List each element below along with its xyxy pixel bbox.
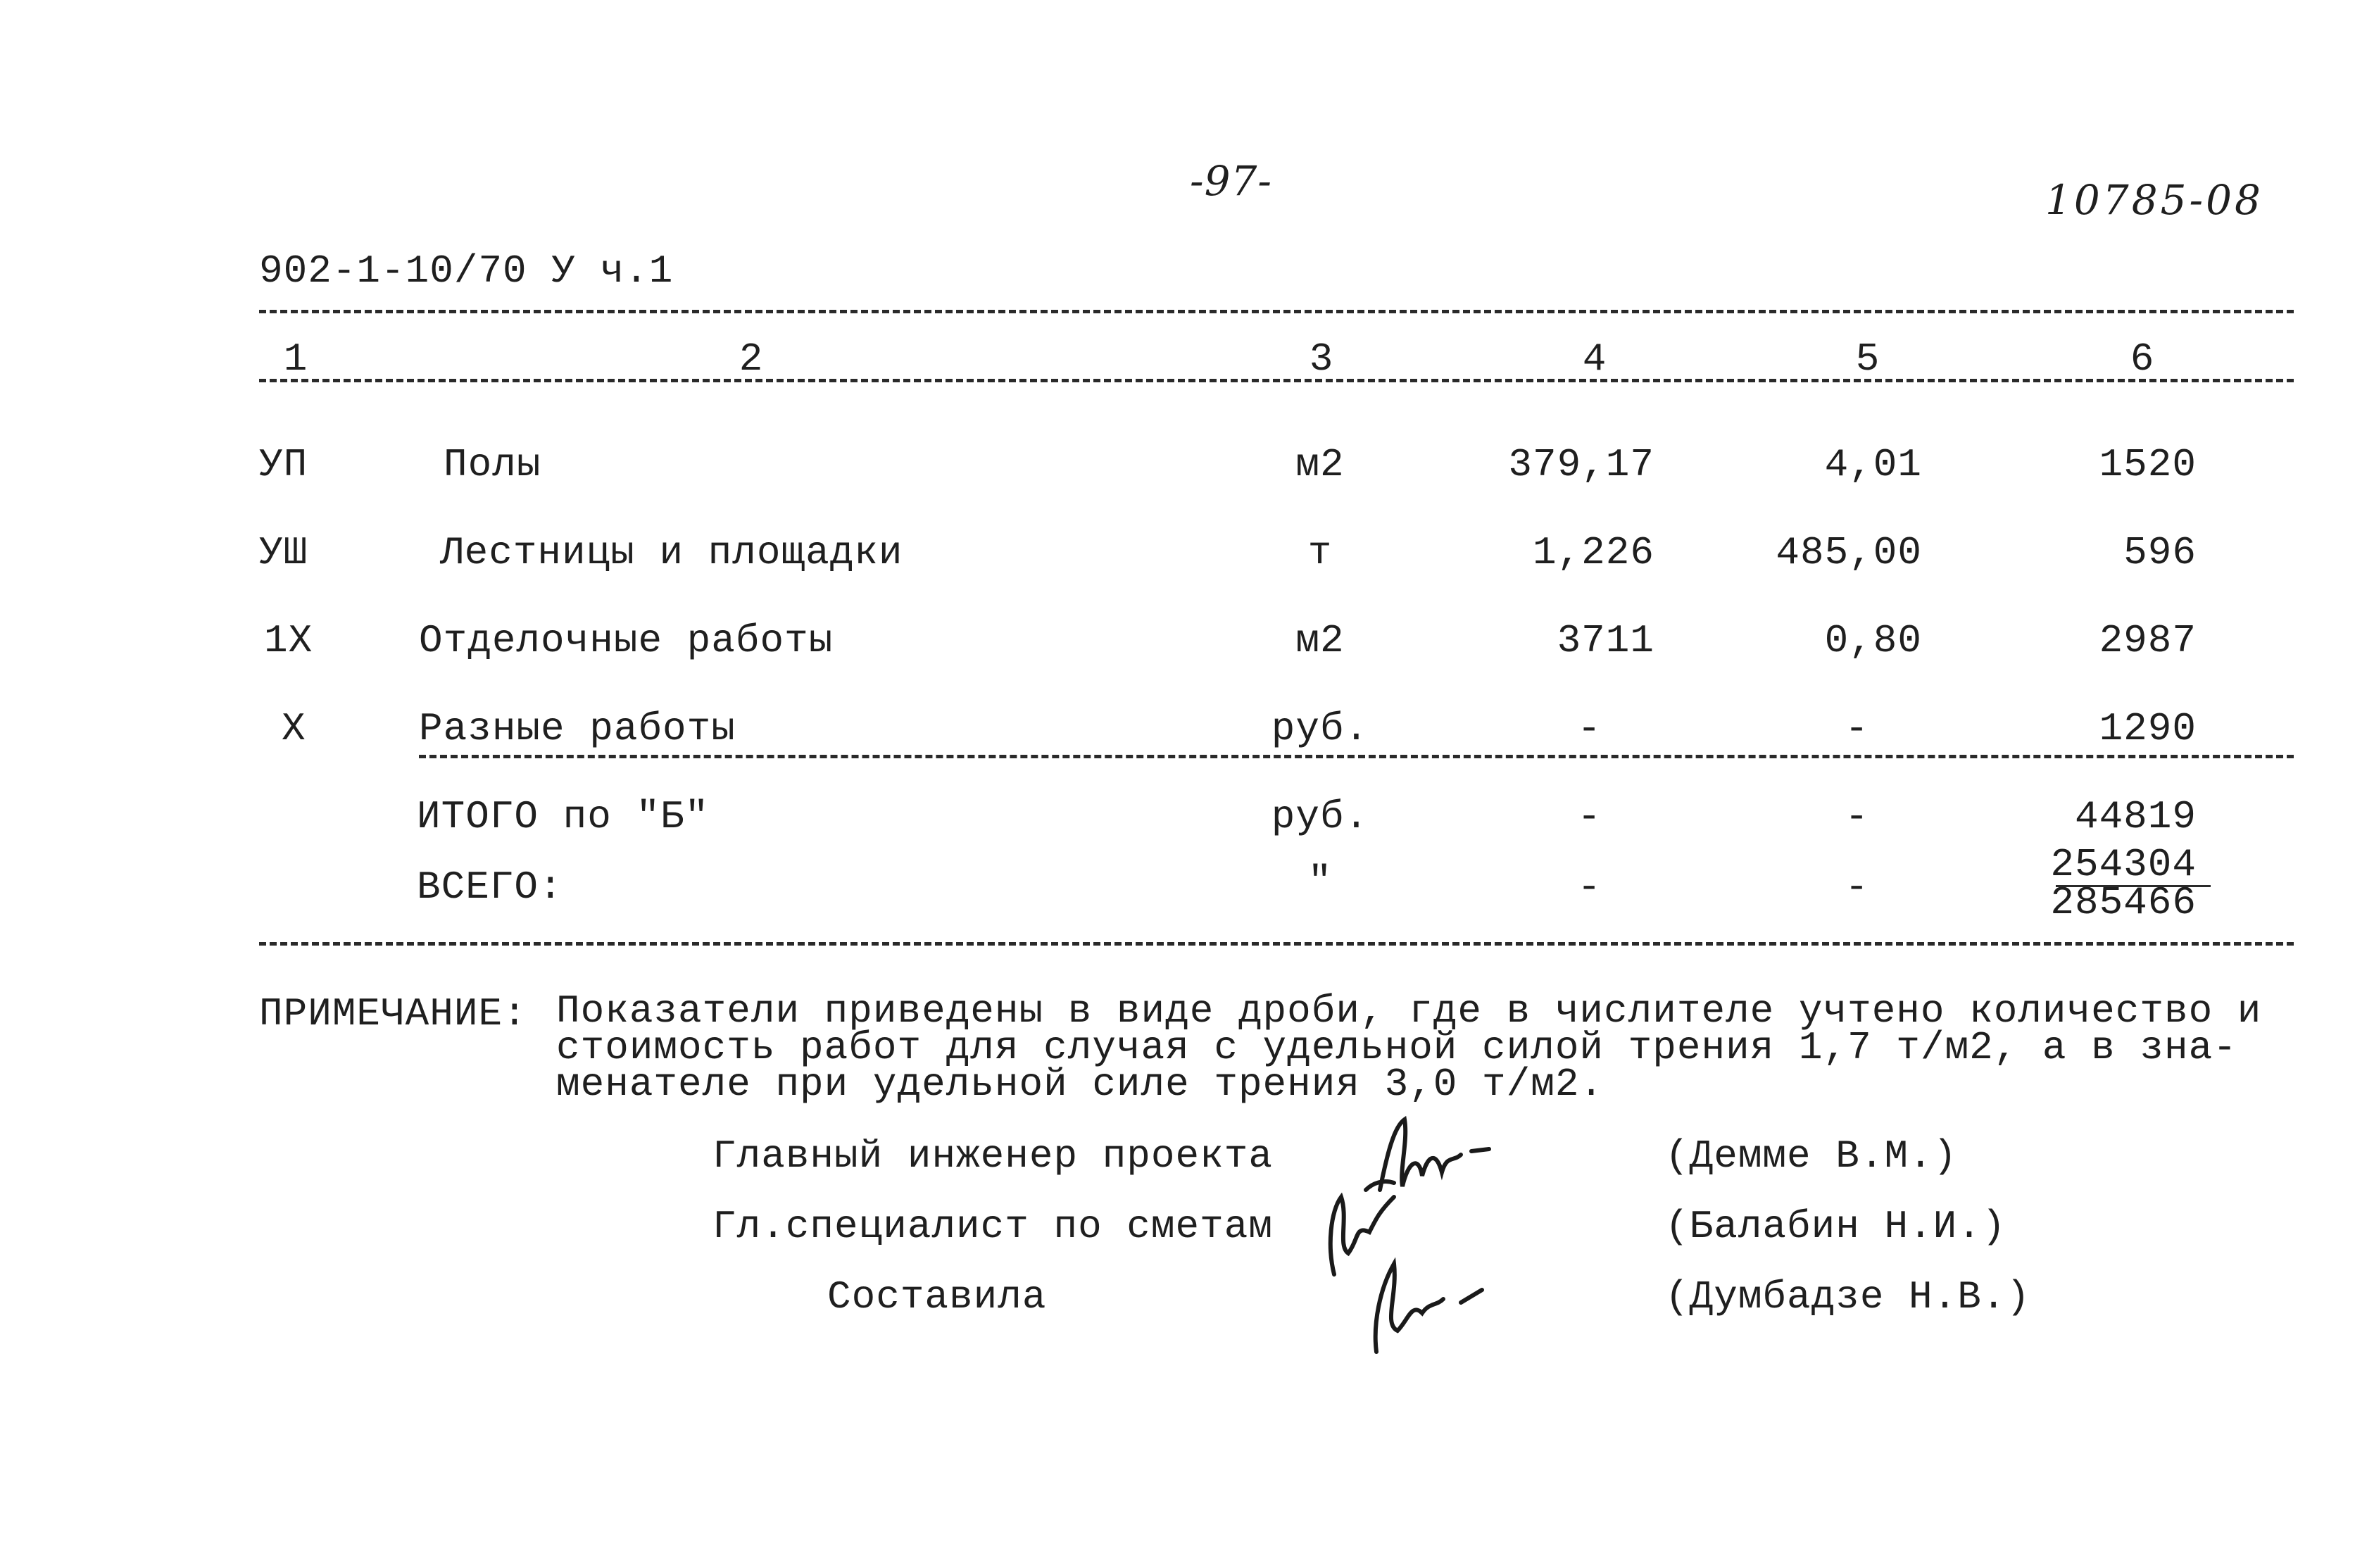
row-qty: 3711 xyxy=(1557,618,1654,663)
row-code: Х xyxy=(282,706,306,751)
row-code: УШ xyxy=(259,530,308,575)
row-unit: м2 xyxy=(1295,618,1345,663)
signature-name: (Думбадзе Н.В.) xyxy=(1665,1274,2031,1319)
row-price: 4,01 xyxy=(1824,442,1922,487)
note-line: стоимость работ для случая с удельной силой трения 1,7 т/м2, а в зна- xyxy=(556,1025,2237,1070)
signature-role: Главный инженер проекта xyxy=(712,1134,1273,1179)
row-total: 2987 xyxy=(2099,618,2197,663)
signature-role: Составила xyxy=(827,1274,1047,1319)
row-qty: 1,226 xyxy=(1532,530,1654,575)
row-unit: м2 xyxy=(1295,442,1345,487)
grand-total-label: ВСЕГО: xyxy=(417,865,563,910)
row-price: 0,80 xyxy=(1824,618,1922,663)
row-qty: - xyxy=(1577,706,1602,751)
row-total: 596 xyxy=(2123,530,2197,575)
grand-total-qty: - xyxy=(1577,865,1602,910)
col-number-2: 2 xyxy=(739,337,764,382)
subtotal-price: - xyxy=(1845,794,1869,839)
header-bottom-rule xyxy=(259,379,2294,382)
document-code: 902-1-10/70 У ч.1 xyxy=(259,249,674,294)
grand-total-unit: " xyxy=(1307,859,1333,904)
row-total: 1520 xyxy=(2099,442,2197,487)
row-qty: 379,17 xyxy=(1508,442,1654,487)
note-line: Показатели приведены в виде дроби, где в числителе учтено количество и xyxy=(556,989,2262,1034)
col-number-1: 1 xyxy=(283,337,308,382)
note-label: ПРИМЕЧАНИЕ: xyxy=(259,991,527,1036)
row-price: 485,00 xyxy=(1776,530,1922,575)
signature-name: (Балабин Н.И.) xyxy=(1665,1204,2006,1249)
row-name: Отделочные работы xyxy=(419,618,834,663)
table-top-rule xyxy=(259,310,2294,313)
subtotal-total: 44819 xyxy=(2074,794,2197,839)
row-name: Лестницы и площадки xyxy=(440,530,903,575)
handwritten-signature-dumbadze xyxy=(1355,1253,1496,1359)
row-unit: руб. xyxy=(1271,706,1369,751)
table-bottom-rule xyxy=(259,942,2294,946)
grand-total-price: - xyxy=(1845,865,1869,910)
signature-role: Гл.специалист по сметам xyxy=(712,1204,1273,1249)
row-unit: т xyxy=(1307,530,1333,575)
col-number-5: 5 xyxy=(1855,337,1880,382)
row-code: 1Х xyxy=(264,618,313,663)
col-number-4: 4 xyxy=(1582,337,1607,382)
archive-number: 10785-08 xyxy=(2045,176,2263,224)
row-underline xyxy=(419,755,2294,758)
subtotal-unit: руб. xyxy=(1271,794,1369,839)
subtotal-label: ИТОГО по "Б" xyxy=(417,794,710,839)
note-line: менателе при удельной силе трения 3,0 т/м2. xyxy=(556,1062,1604,1107)
col-number-6: 6 xyxy=(2130,337,2155,382)
row-price: - xyxy=(1845,706,1869,751)
signature-name: (Демме В.М.) xyxy=(1665,1134,1958,1179)
row-name: Полы xyxy=(444,442,541,487)
row-code: УП xyxy=(259,442,308,487)
subtotal-qty: - xyxy=(1577,794,1602,839)
col-number-3: 3 xyxy=(1309,337,1334,382)
grand-total-denominator: 285466 xyxy=(2050,880,2197,925)
row-name: Разные работы xyxy=(419,706,736,751)
grand-total-numerator: 254304 xyxy=(2050,842,2197,887)
page-number: -97- xyxy=(1190,157,1272,205)
row-total: 1290 xyxy=(2099,706,2197,751)
